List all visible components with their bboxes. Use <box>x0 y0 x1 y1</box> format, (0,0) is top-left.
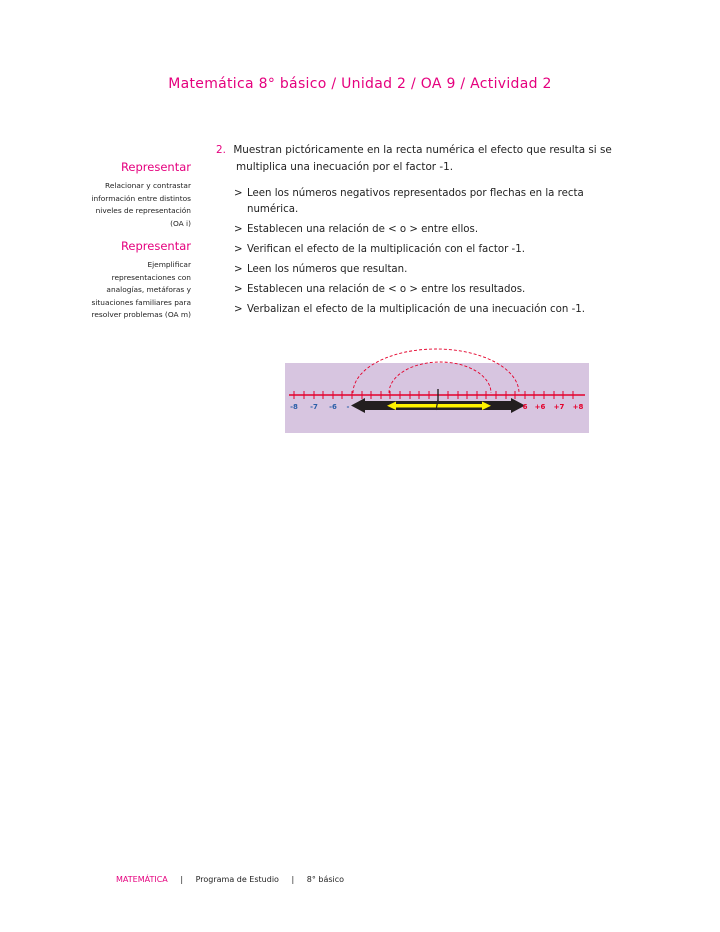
skill-text-line: Ejemplificar <box>147 260 191 269</box>
tick-label-positive: +8 <box>572 403 584 411</box>
skill-title: Representar <box>120 239 191 253</box>
list-item-text: numérica. <box>247 204 299 215</box>
list-item-text: Leen los números que resultan. <box>247 264 408 275</box>
page-footer <box>116 875 344 884</box>
tick-label-positive: 6 <box>522 403 528 411</box>
skill-title: Representar <box>120 160 191 174</box>
activity-block <box>216 142 636 322</box>
footer-separator: | <box>291 875 295 884</box>
tick-label-negative: -8 <box>290 403 298 411</box>
skill-text-line: niveles de representación <box>95 206 191 216</box>
list-item-text: Leen los números negativos representados por flechas en la recta <box>247 188 584 199</box>
sidebar-skill-1 <box>91 160 191 230</box>
bullet-arrow-icon: > <box>234 304 243 315</box>
bullet-arrow-icon: > <box>234 284 243 295</box>
number-line-background <box>285 363 589 433</box>
sidebar-skill-2 <box>91 239 191 322</box>
skill-text-line: información entre distintos <box>91 193 191 203</box>
bullet-arrow-icon: > <box>234 188 243 199</box>
bullet-arrow-icon: > <box>234 264 243 275</box>
list-item <box>216 186 636 218</box>
list-item-text: Establecen una relación de < o > entre ellos. <box>247 224 479 235</box>
skill-text-line: (OA i) <box>170 218 191 228</box>
tick-label-positive: +6 <box>534 403 546 411</box>
list-item-text: Verifican el efecto de la multiplicación con el factor -1. <box>247 244 525 255</box>
list-item-text: Establecen una relación de < o > entre los resultados. <box>247 284 526 295</box>
page-header-title: Matemática 8° básico / Unidad 2 / OA 9 / Actividad 2 <box>168 76 552 92</box>
list-item <box>216 262 636 278</box>
bullet-arrow-icon: > <box>234 224 243 235</box>
skill-text-line: analogías, metáforas y <box>106 285 191 295</box>
skill-text-line: Relacionar y contrastar <box>105 181 191 190</box>
tick-label-negative: -7 <box>310 403 318 411</box>
footer-grade: 8° básico <box>306 875 345 884</box>
skill-text-line: situaciones familiares para <box>91 297 191 307</box>
list-item <box>216 222 636 238</box>
bullet-arrow-icon: > <box>234 244 243 255</box>
activity-number: 2. <box>216 144 226 156</box>
skill-text-line: resolver problemas (OA m) <box>91 310 191 320</box>
tick-label-negative: - <box>346 403 350 411</box>
footer-separator: | <box>180 875 184 884</box>
list-item <box>216 282 636 298</box>
activity-intro-line: Muestran pictóricamente en la recta numérica el efecto que resulta si se <box>233 144 612 156</box>
footer-program: Programa de Estudio <box>195 875 279 884</box>
tick-label-negative: -6 <box>329 403 337 411</box>
tick-label-positive: +7 <box>553 403 565 411</box>
skill-description <box>91 180 191 230</box>
number-line-figure <box>285 343 589 435</box>
skill-text-line: representaciones con <box>111 272 191 282</box>
activity-intro-line: multiplica una inecuación por el factor -1. <box>236 161 454 173</box>
activity-intro <box>216 142 636 159</box>
list-item-text: Verbalizan el efecto de la multiplicación de una inecuación con -1. <box>247 304 585 315</box>
footer-brand: MATEMÁTICA <box>116 875 168 884</box>
list-item <box>216 242 636 258</box>
activity-steps-list <box>216 186 636 318</box>
skill-description <box>91 259 191 322</box>
list-item <box>216 302 636 318</box>
